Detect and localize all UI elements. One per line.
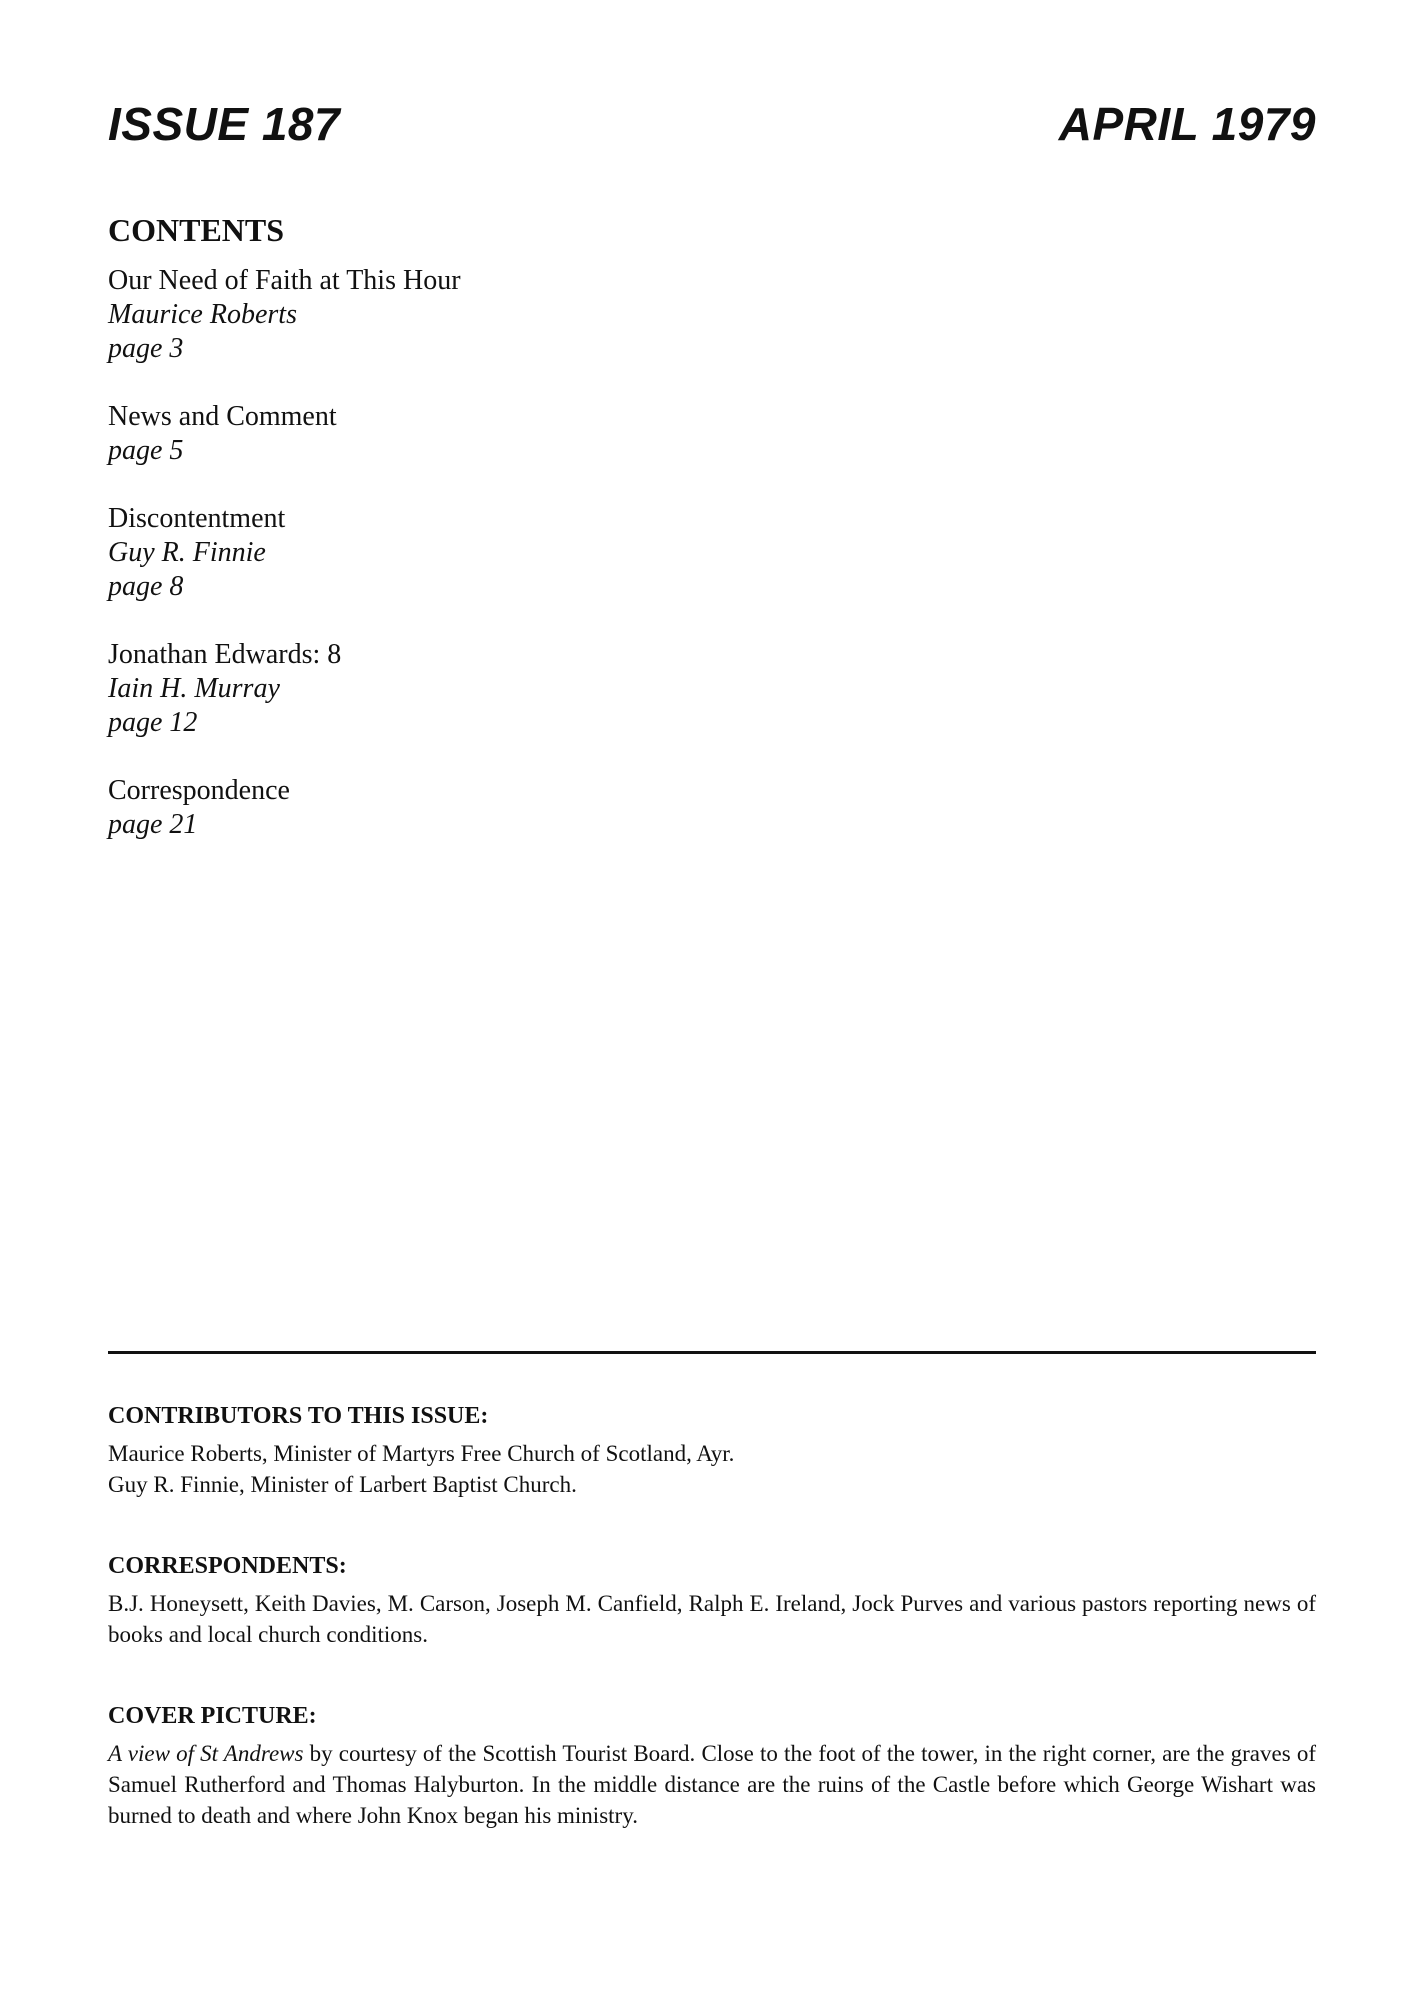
entry-title: Jonathan Edwards: 8	[108, 639, 342, 670]
cover-picture-description: by courtesy of the Scottish Tourist Board. Close to the foot of the tower, in the right corner, are the graves of Samuel Rutherford and Thomas Halyburton. In the middle distance are the ruins of the Castle before which George Wishart was burned to death and where John Knox began his ministry.	[108, 1741, 1316, 1828]
contents-entry	[108, 774, 908, 842]
contributors-section	[108, 1400, 1316, 1500]
entry-author: Iain H. Murray	[108, 673, 280, 704]
entry-title: Correspondence	[108, 775, 290, 806]
contents-entry	[108, 264, 908, 366]
entry-title: Discontentment	[108, 503, 286, 534]
cover-picture-text	[108, 1738, 1316, 1831]
horizontal-divider	[108, 1351, 1316, 1354]
issue-number: ISSUE 187	[108, 98, 341, 150]
entry-page: page 5	[108, 435, 184, 466]
credits-section	[108, 1400, 1316, 1881]
contributors-heading: CONTRIBUTORS TO THIS ISSUE:	[108, 1403, 489, 1429]
contributor-line: Maurice Roberts, Minister of Martyrs Free Church of Scotland, Ayr.	[108, 1441, 735, 1466]
entry-title: News and Comment	[108, 401, 337, 432]
entry-page: page 12	[108, 707, 198, 738]
issue-date: APRIL 1979	[1058, 98, 1316, 150]
entry-author: Maurice Roberts	[108, 299, 297, 330]
contents-section	[108, 208, 908, 876]
contents-entry	[108, 400, 908, 468]
contents-entry	[108, 502, 908, 604]
masthead	[108, 96, 1316, 156]
entry-title: Our Need of Faith at This Hour	[108, 265, 461, 296]
correspondents-text: B.J. Honeysett, Keith Davies, M. Carson, Joseph M. Canfield, Ralph E. Ireland, Jock Purves and various pastors reporting news of books and local church conditions.	[108, 1591, 1316, 1647]
cover-picture-title: A view of St Andrews	[108, 1741, 304, 1766]
entry-author: Guy R. Finnie	[108, 537, 266, 568]
contents-entry	[108, 638, 908, 740]
correspondents-section	[108, 1550, 1316, 1650]
entry-page: page 21	[108, 809, 198, 840]
contents-heading: CONTENTS	[108, 212, 285, 248]
cover-picture-section	[108, 1700, 1316, 1831]
cover-picture-heading: COVER PICTURE:	[108, 1703, 317, 1729]
entry-page: page 8	[108, 571, 184, 602]
entry-page: page 3	[108, 333, 184, 364]
correspondents-heading: CORRESPONDENTS:	[108, 1553, 347, 1579]
contributor-line: Guy R. Finnie, Minister of Larbert Baptist Church.	[108, 1472, 577, 1497]
